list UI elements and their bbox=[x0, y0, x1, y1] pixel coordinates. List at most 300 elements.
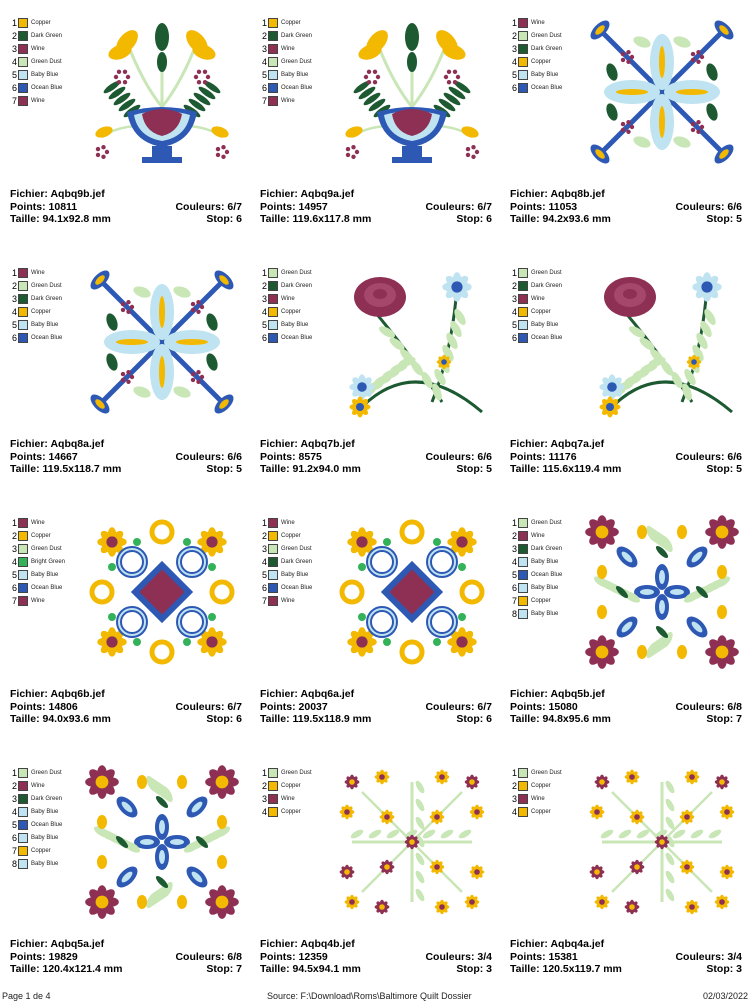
color-legend bbox=[12, 16, 92, 107]
design-card bbox=[500, 0, 750, 250]
legend-color-name: Green Dust bbox=[281, 769, 312, 776]
legend-item bbox=[262, 318, 342, 331]
legend-item bbox=[12, 581, 92, 594]
legend-color-name: Wine bbox=[281, 97, 295, 104]
legend-number: 6 bbox=[512, 582, 518, 593]
color-swatch bbox=[18, 518, 28, 528]
legend-number: 5 bbox=[512, 69, 518, 80]
legend-color-name: Copper bbox=[31, 19, 51, 26]
stitch-points: Points: 10811 bbox=[10, 200, 78, 213]
legend-number: 5 bbox=[12, 319, 18, 330]
legend-number: 1 bbox=[12, 767, 18, 778]
design-card bbox=[0, 250, 250, 500]
legend-number: 6 bbox=[512, 82, 518, 93]
color-swatch bbox=[518, 781, 528, 791]
legend-item bbox=[12, 29, 92, 42]
legend-item bbox=[12, 844, 92, 857]
legend-number: 2 bbox=[262, 30, 268, 41]
legend-color-name: Ocean Blue bbox=[31, 84, 63, 91]
design-info bbox=[510, 188, 742, 226]
legend-number: 2 bbox=[12, 280, 18, 291]
file-name: Fichier: Aqbq9b.jef bbox=[10, 188, 105, 200]
color-swatch bbox=[18, 807, 28, 817]
legend-color-name: Green Dust bbox=[31, 282, 62, 289]
legend-number: 3 bbox=[512, 543, 518, 554]
color-count: Couleurs: 6/7 bbox=[175, 700, 242, 713]
page-number: Page 1 de 4 bbox=[2, 991, 51, 1001]
design-size: Taille: 119.5x118.7 mm bbox=[10, 463, 122, 475]
legend-number: 2 bbox=[12, 530, 18, 541]
legend-item bbox=[262, 766, 342, 779]
color-swatch bbox=[518, 294, 528, 304]
legend-item bbox=[12, 779, 92, 792]
legend-color-name: Copper bbox=[281, 308, 301, 315]
legend-color-name: Copper bbox=[531, 308, 551, 315]
legend-color-name: Dark Green bbox=[531, 45, 563, 52]
legend-color-name: Baby Blue bbox=[31, 571, 59, 578]
color-swatch bbox=[518, 518, 528, 528]
color-swatch bbox=[18, 57, 28, 67]
legend-number: 2 bbox=[262, 280, 268, 291]
legend-item bbox=[12, 831, 92, 844]
legend-item bbox=[512, 29, 592, 42]
legend-item bbox=[12, 568, 92, 581]
legend-color-name: Wine bbox=[531, 19, 545, 26]
stop-count: Stop: 7 bbox=[706, 713, 742, 725]
legend-color-name: Copper bbox=[281, 19, 301, 26]
legend-item bbox=[12, 42, 92, 55]
color-swatch bbox=[518, 307, 528, 317]
legend-number: 7 bbox=[12, 845, 18, 856]
color-count: Couleurs: 6/8 bbox=[175, 950, 242, 963]
color-count: Couleurs: 6/7 bbox=[425, 700, 492, 713]
color-swatch bbox=[18, 781, 28, 791]
color-legend bbox=[12, 766, 92, 870]
legend-number: 2 bbox=[512, 30, 518, 41]
design-card bbox=[500, 250, 750, 500]
legend-color-name: Baby Blue bbox=[531, 558, 559, 565]
legend-number: 1 bbox=[512, 267, 518, 278]
color-swatch bbox=[518, 333, 528, 343]
legend-color-name: Wine bbox=[531, 795, 545, 802]
legend-number: 7 bbox=[262, 95, 268, 106]
legend-color-name: Dark Green bbox=[31, 32, 63, 39]
legend-color-name: Green Dust bbox=[281, 269, 312, 276]
legend-color-name: Dark Green bbox=[281, 558, 313, 565]
legend-number: 4 bbox=[12, 56, 18, 67]
legend-color-name: Wine bbox=[281, 795, 295, 802]
color-swatch bbox=[18, 531, 28, 541]
color-swatch bbox=[518, 544, 528, 554]
design-card bbox=[250, 250, 500, 500]
color-swatch bbox=[18, 294, 28, 304]
color-legend bbox=[12, 266, 92, 344]
color-swatch bbox=[518, 768, 528, 778]
color-swatch bbox=[268, 294, 278, 304]
legend-color-name: Ocean Blue bbox=[281, 584, 313, 591]
color-swatch bbox=[518, 583, 528, 593]
embroidery-preview bbox=[582, 12, 742, 172]
legend-item bbox=[512, 318, 592, 331]
legend-number: 1 bbox=[262, 517, 268, 528]
file-name: Fichier: Aqbq5a.jef bbox=[10, 938, 105, 950]
legend-number: 2 bbox=[512, 780, 518, 791]
stop-count: Stop: 5 bbox=[456, 463, 492, 475]
legend-color-name: Wine bbox=[281, 597, 295, 604]
legend-item bbox=[512, 568, 592, 581]
design-size: Taille: 94.0x93.6 mm bbox=[10, 713, 111, 725]
color-swatch bbox=[18, 820, 28, 830]
color-legend bbox=[512, 16, 592, 94]
stitch-points: Points: 12359 bbox=[260, 950, 328, 963]
file-name: Fichier: Aqbq4a.jef bbox=[510, 938, 605, 950]
design-info bbox=[510, 938, 742, 976]
legend-item bbox=[512, 42, 592, 55]
embroidery-preview bbox=[82, 12, 242, 172]
legend-item bbox=[12, 266, 92, 279]
legend-item bbox=[12, 318, 92, 331]
legend-item bbox=[512, 555, 592, 568]
legend-item bbox=[12, 68, 92, 81]
legend-item bbox=[262, 516, 342, 529]
file-name: Fichier: Aqbq7a.jef bbox=[510, 438, 605, 450]
file-name: Fichier: Aqbq6b.jef bbox=[10, 688, 105, 700]
design-size: Taille: 94.1x92.8 mm bbox=[10, 213, 111, 225]
design-card bbox=[250, 0, 500, 250]
color-swatch bbox=[518, 596, 528, 606]
legend-item bbox=[12, 16, 92, 29]
stitch-points: Points: 15381 bbox=[510, 950, 578, 963]
legend-color-name: Ocean Blue bbox=[531, 84, 563, 91]
legend-color-name: Baby Blue bbox=[31, 834, 59, 841]
color-swatch bbox=[268, 544, 278, 554]
design-size: Taille: 94.2x93.6 mm bbox=[510, 213, 611, 225]
legend-item bbox=[12, 94, 92, 107]
legend-item bbox=[512, 81, 592, 94]
legend-number: 5 bbox=[12, 819, 18, 830]
legend-number: 6 bbox=[12, 582, 18, 593]
color-swatch bbox=[18, 268, 28, 278]
legend-item bbox=[512, 266, 592, 279]
color-swatch bbox=[268, 583, 278, 593]
legend-number: 3 bbox=[12, 543, 18, 554]
color-swatch bbox=[518, 31, 528, 41]
legend-color-name: Dark Green bbox=[31, 795, 63, 802]
legend-number: 1 bbox=[12, 267, 18, 278]
legend-item bbox=[262, 555, 342, 568]
stitch-points: Points: 11176 bbox=[510, 450, 577, 463]
color-count: Couleurs: 6/6 bbox=[175, 450, 242, 463]
legend-item bbox=[12, 305, 92, 318]
color-swatch bbox=[18, 44, 28, 54]
embroidery-preview bbox=[332, 762, 492, 922]
embroidery-preview bbox=[82, 512, 242, 672]
legend-item bbox=[262, 805, 342, 818]
file-name: Fichier: Aqbq6a.jef bbox=[260, 688, 355, 700]
legend-item bbox=[262, 279, 342, 292]
legend-number: 2 bbox=[512, 530, 518, 541]
legend-number: 4 bbox=[12, 556, 18, 567]
legend-number: 4 bbox=[512, 56, 518, 67]
legend-color-name: Ocean Blue bbox=[31, 334, 63, 341]
color-swatch bbox=[18, 846, 28, 856]
legend-color-name: Green Dust bbox=[531, 269, 562, 276]
legend-item bbox=[12, 292, 92, 305]
legend-item bbox=[12, 279, 92, 292]
color-swatch bbox=[18, 596, 28, 606]
legend-number: 4 bbox=[12, 306, 18, 317]
design-info bbox=[260, 688, 492, 726]
color-swatch bbox=[518, 83, 528, 93]
legend-color-name: Wine bbox=[31, 97, 45, 104]
stitch-points: Points: 20037 bbox=[260, 700, 328, 713]
legend-color-name: Baby Blue bbox=[31, 71, 59, 78]
legend-number: 3 bbox=[262, 293, 268, 304]
stitch-points: Points: 15080 bbox=[510, 700, 578, 713]
color-swatch bbox=[518, 794, 528, 804]
legend-item bbox=[512, 779, 592, 792]
legend-color-name: Copper bbox=[531, 808, 551, 815]
design-info bbox=[510, 688, 742, 726]
legend-item bbox=[512, 542, 592, 555]
color-swatch bbox=[268, 83, 278, 93]
design-size: Taille: 94.8x95.6 mm bbox=[510, 713, 611, 725]
color-swatch bbox=[18, 794, 28, 804]
design-card bbox=[250, 500, 500, 750]
stitch-points: Points: 14806 bbox=[10, 700, 78, 713]
color-swatch bbox=[18, 281, 28, 291]
embroidery-preview bbox=[582, 512, 742, 672]
color-legend bbox=[262, 766, 342, 818]
legend-number: 1 bbox=[512, 767, 518, 778]
color-swatch bbox=[18, 570, 28, 580]
color-swatch bbox=[518, 281, 528, 291]
legend-number: 3 bbox=[512, 293, 518, 304]
design-info bbox=[260, 938, 492, 976]
stitch-points: Points: 14667 bbox=[10, 450, 78, 463]
legend-item bbox=[12, 857, 92, 870]
legend-number: 2 bbox=[262, 530, 268, 541]
legend-item bbox=[512, 292, 592, 305]
legend-number: 4 bbox=[512, 806, 518, 817]
color-swatch bbox=[518, 44, 528, 54]
color-swatch bbox=[268, 31, 278, 41]
design-info bbox=[260, 188, 492, 226]
legend-item bbox=[262, 581, 342, 594]
legend-color-name: Wine bbox=[531, 532, 545, 539]
legend-color-name: Wine bbox=[31, 519, 45, 526]
color-swatch bbox=[268, 531, 278, 541]
file-name: Fichier: Aqbq4b.jef bbox=[260, 938, 355, 950]
legend-number: 3 bbox=[262, 543, 268, 554]
legend-item bbox=[12, 805, 92, 818]
color-swatch bbox=[518, 57, 528, 67]
legend-color-name: Baby Blue bbox=[31, 808, 59, 815]
legend-number: 3 bbox=[12, 293, 18, 304]
embroidery-preview bbox=[332, 512, 492, 672]
legend-item bbox=[512, 55, 592, 68]
design-card bbox=[500, 750, 750, 1000]
design-card bbox=[500, 500, 750, 750]
file-name: Fichier: Aqbq9a.jef bbox=[260, 188, 355, 200]
color-swatch bbox=[18, 31, 28, 41]
legend-color-name: Baby Blue bbox=[531, 71, 559, 78]
legend-item bbox=[262, 331, 342, 344]
color-count: Couleurs: 6/6 bbox=[675, 200, 742, 213]
embroidery-preview bbox=[82, 762, 242, 922]
color-legend bbox=[512, 766, 592, 818]
legend-color-name: Baby Blue bbox=[531, 584, 559, 591]
legend-color-name: Dark Green bbox=[281, 282, 313, 289]
design-card bbox=[0, 750, 250, 1000]
color-swatch bbox=[18, 320, 28, 330]
legend-number: 1 bbox=[12, 17, 18, 28]
file-name: Fichier: Aqbq7b.jef bbox=[260, 438, 355, 450]
legend-number: 5 bbox=[12, 69, 18, 80]
legend-number: 1 bbox=[262, 17, 268, 28]
stop-count: Stop: 7 bbox=[206, 963, 242, 975]
legend-item bbox=[512, 594, 592, 607]
legend-item bbox=[12, 818, 92, 831]
legend-color-name: Wine bbox=[281, 295, 295, 302]
legend-number: 7 bbox=[512, 595, 518, 606]
color-swatch bbox=[268, 307, 278, 317]
legend-item bbox=[512, 581, 592, 594]
legend-item bbox=[262, 542, 342, 555]
design-size: Taille: 115.6x119.4 mm bbox=[510, 463, 622, 475]
legend-number: 8 bbox=[12, 858, 18, 869]
legend-number: 6 bbox=[512, 332, 518, 343]
legend-item bbox=[512, 68, 592, 81]
file-name: Fichier: Aqbq8a.jef bbox=[10, 438, 105, 450]
legend-item bbox=[12, 542, 92, 555]
legend-color-name: Wine bbox=[281, 519, 295, 526]
legend-number: 3 bbox=[512, 793, 518, 804]
stitch-points: Points: 19829 bbox=[10, 950, 78, 963]
color-swatch bbox=[268, 518, 278, 528]
design-size: Taille: 120.4x121.4 mm bbox=[10, 963, 123, 975]
color-legend bbox=[512, 516, 592, 620]
color-swatch bbox=[268, 268, 278, 278]
design-card bbox=[0, 0, 250, 250]
legend-number: 4 bbox=[512, 306, 518, 317]
design-size: Taille: 91.2x94.0 mm bbox=[260, 463, 361, 475]
color-swatch bbox=[518, 70, 528, 80]
legend-number: 4 bbox=[512, 556, 518, 567]
color-swatch bbox=[268, 57, 278, 67]
legend-color-name: Ocean Blue bbox=[281, 84, 313, 91]
color-swatch bbox=[268, 18, 278, 28]
stop-count: Stop: 6 bbox=[456, 213, 492, 225]
design-size: Taille: 119.6x117.8 mm bbox=[260, 213, 372, 225]
legend-color-name: Ocean Blue bbox=[31, 584, 63, 591]
color-swatch bbox=[268, 781, 278, 791]
color-swatch bbox=[18, 333, 28, 343]
legend-number: 6 bbox=[12, 832, 18, 843]
legend-color-name: Baby Blue bbox=[281, 321, 309, 328]
stop-count: Stop: 6 bbox=[206, 713, 242, 725]
stop-count: Stop: 3 bbox=[456, 963, 492, 975]
legend-number: 3 bbox=[262, 793, 268, 804]
legend-color-name: Ocean Blue bbox=[281, 334, 313, 341]
legend-number: 4 bbox=[262, 806, 268, 817]
legend-color-name: Copper bbox=[281, 808, 301, 815]
legend-number: 2 bbox=[12, 30, 18, 41]
legend-number: 8 bbox=[512, 608, 518, 619]
legend-item bbox=[512, 766, 592, 779]
color-swatch bbox=[518, 557, 528, 567]
legend-item bbox=[12, 792, 92, 805]
color-swatch bbox=[18, 307, 28, 317]
color-legend bbox=[262, 516, 342, 607]
stitch-points: Points: 11053 bbox=[510, 200, 578, 213]
legend-color-name: Bright Green bbox=[31, 558, 66, 565]
legend-color-name: Copper bbox=[531, 597, 551, 604]
embroidery-preview bbox=[332, 262, 492, 422]
legend-number: 4 bbox=[12, 806, 18, 817]
design-info bbox=[260, 438, 492, 476]
legend-number: 5 bbox=[12, 569, 18, 580]
legend-color-name: Ocean Blue bbox=[531, 334, 563, 341]
legend-item bbox=[512, 607, 592, 620]
color-swatch bbox=[18, 768, 28, 778]
legend-item bbox=[512, 792, 592, 805]
file-name: Fichier: Aqbq5b.jef bbox=[510, 688, 605, 700]
legend-color-name: Copper bbox=[31, 308, 51, 315]
legend-number: 6 bbox=[12, 82, 18, 93]
legend-number: 2 bbox=[512, 280, 518, 291]
legend-item bbox=[12, 766, 92, 779]
color-swatch bbox=[18, 583, 28, 593]
legend-number: 1 bbox=[512, 17, 518, 28]
legend-item bbox=[12, 81, 92, 94]
legend-item bbox=[262, 81, 342, 94]
legend-color-name: Baby Blue bbox=[531, 610, 559, 617]
color-count: Couleurs: 3/4 bbox=[425, 950, 492, 963]
legend-item bbox=[262, 292, 342, 305]
legend-item bbox=[512, 805, 592, 818]
legend-color-name: Wine bbox=[31, 269, 45, 276]
embroidery-preview bbox=[582, 762, 742, 922]
color-count: Couleurs: 6/7 bbox=[175, 200, 242, 213]
legend-color-name: Baby Blue bbox=[31, 321, 59, 328]
color-swatch bbox=[18, 83, 28, 93]
color-swatch bbox=[268, 281, 278, 291]
legend-item bbox=[262, 94, 342, 107]
design-size: Taille: 94.5x94.1 mm bbox=[260, 963, 361, 975]
legend-item bbox=[512, 331, 592, 344]
legend-item bbox=[262, 42, 342, 55]
legend-item bbox=[262, 68, 342, 81]
design-info bbox=[10, 438, 242, 476]
legend-color-name: Baby Blue bbox=[281, 571, 309, 578]
legend-color-name: Ocean Blue bbox=[531, 571, 563, 578]
stop-count: Stop: 5 bbox=[206, 463, 242, 475]
stitch-points: Points: 14957 bbox=[260, 200, 328, 213]
color-swatch bbox=[268, 70, 278, 80]
legend-item bbox=[262, 568, 342, 581]
legend-color-name: Green Dust bbox=[531, 769, 562, 776]
legend-number: 2 bbox=[262, 780, 268, 791]
legend-number: 6 bbox=[262, 82, 268, 93]
color-swatch bbox=[268, 333, 278, 343]
legend-item bbox=[12, 331, 92, 344]
legend-color-name: Wine bbox=[281, 45, 295, 52]
legend-item bbox=[262, 305, 342, 318]
legend-color-name: Copper bbox=[531, 58, 551, 65]
color-count: Couleurs: 6/8 bbox=[675, 700, 742, 713]
legend-number: 4 bbox=[262, 556, 268, 567]
